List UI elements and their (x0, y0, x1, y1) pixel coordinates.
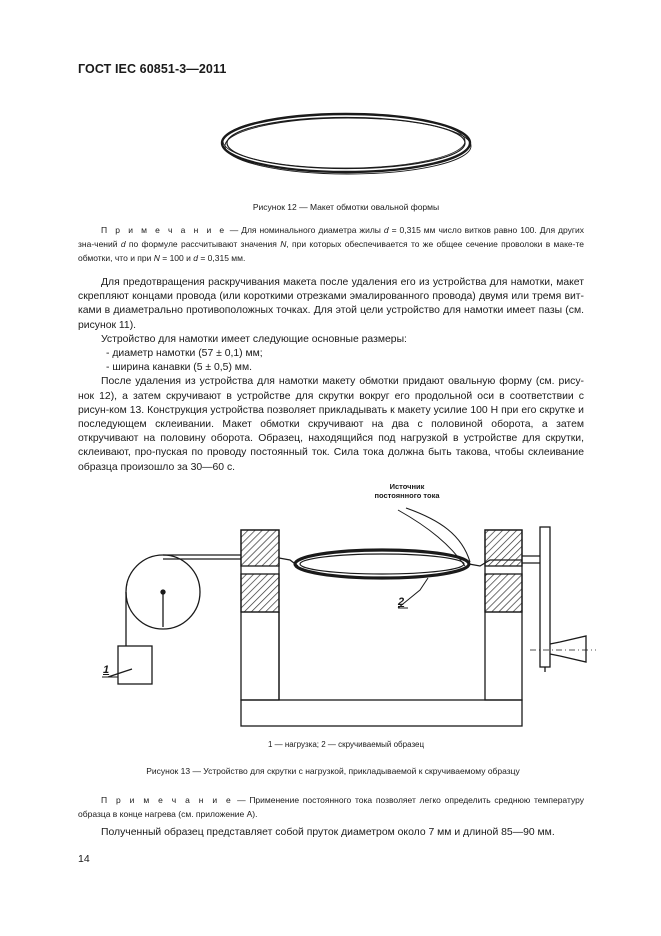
device-base (241, 700, 522, 726)
final-paragraph: Полученный образец представляет собой пруток диаметром около 7 мм и длиной 85—90 мм. (101, 827, 555, 838)
item-1-label: 1 (103, 664, 110, 676)
list-item-2: - ширина канавки (5 ± 0,5) мм. (106, 362, 252, 374)
oval-winding-figure (222, 114, 471, 174)
body-text (78, 276, 584, 475)
page-number: 14 (78, 853, 90, 865)
paragraph-1: Для предотвращения раскручивания макета после удаления его из устройства для намотки, макет скрепляют концами провода (или короткими отрезками эмалированного провода) двумя или тремя вит-ками в диаметрально противоположных точках. Для этой цели устройство для намотки имеет пазы (см. рисунок 11). (78, 277, 584, 331)
crank-handle (550, 636, 586, 662)
note-1-label: П р и м е ч а н и е (101, 225, 227, 235)
standard-header: ГОСТ IEC 60851-3—2011 (78, 62, 227, 76)
figure-12-caption: Рисунок 12 — Макет обмотки овальной формы (252, 202, 440, 212)
crank-plate (540, 527, 550, 667)
note-2: П р и м е ч а н и е — Применение постоянного тока позволяет легко определить среднюю температуру образца в конце нагрева (см. приложение А). (78, 795, 584, 819)
paragraph-2: Устройство для намотки имеет следующие основные размеры: (101, 333, 407, 345)
list-item-1: - диаметр намотки (57 ± 0,1) мм; (106, 348, 263, 360)
note-1: П р и м е ч а н и е — Для номинального диаметра жилы d = 0,315 мм число витков равно 100. Для других зна-чений d по формуле рассчитывают значения N, при которых обеспечивается то же общее сечение проволоки в маке-те обмотки, что и при N = 100 и d = 0,315 мм. (78, 225, 585, 263)
item-2-label: 2 (398, 596, 405, 608)
twisting-device-figure (102, 508, 596, 726)
note-2-label: П р и м е ч а н и е (101, 795, 234, 805)
dc-source-label: Источник постоянного тока (374, 482, 440, 500)
load-weight (118, 646, 152, 684)
paragraph-3: После удаления из устройства для намотки макету обмотки придают овальную форму (см. рису-нок 12), а затем скручивают в устройстве для скрутки вокруг его продольной оси в соответствии с рисун-ком 13. Конструкция устройства позволяет прикладывать к макету усилие 100 Н при его скрутке и последующем склеивании. Макет обмотки скручивают на два с половиной оборота, а затем откручивают на половину оборота. Образец, находящийся под нагрузкой в устройстве для скрутки, склеивают, про-пуская по проводу постоянный ток. Сила тока должна быть такова, чтобы склеивание образца произошло за 30—60 с. (78, 376, 584, 473)
figure-13-caption: Рисунок 13 — Устройство для скрутки с нагрузкой, прикладываемой к скручиваемому образцу (146, 766, 520, 776)
figure-13-legend: 1 — нагрузка; 2 — скручиваемый образец (267, 740, 425, 749)
